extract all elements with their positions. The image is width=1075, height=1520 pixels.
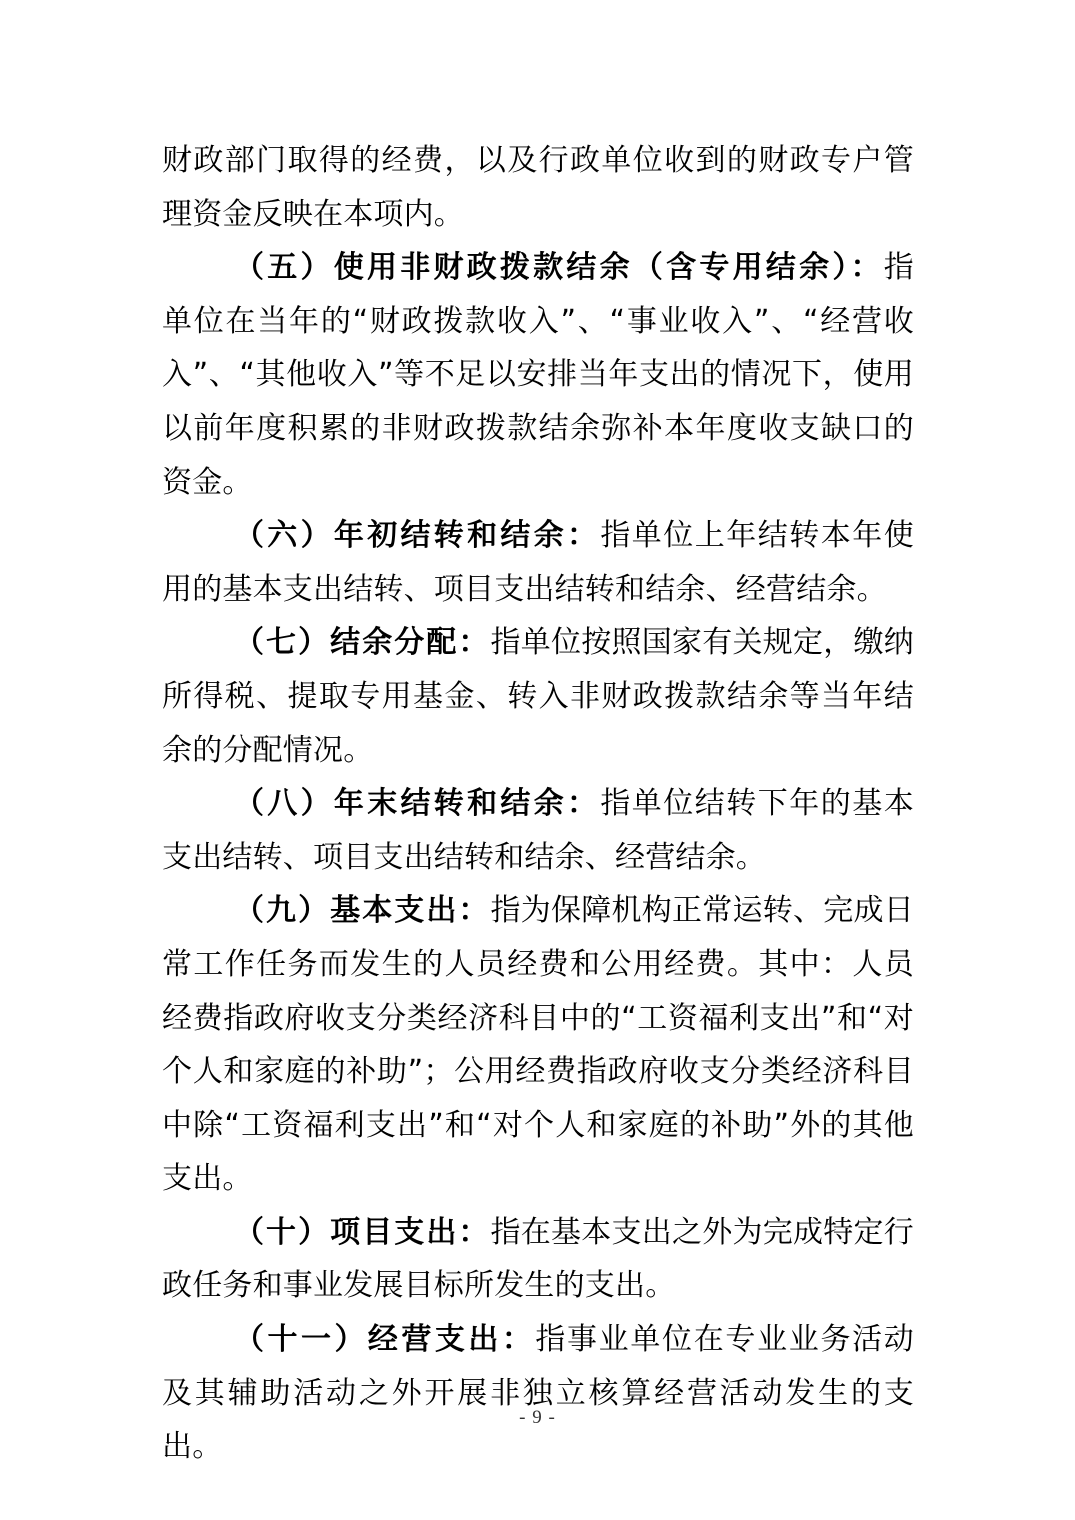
paragraph-text: 指单位在当年的“财政拨款收入”、“事业收入”、“经营收入”、“其他收入”等不足以安排当年支出的情况下，使用以前年度积累的非财政拨款结余弥补本年度收支缺口的资金。 <box>162 250 914 500</box>
paragraph-term: （五）使用非财政拨款结余（含专用结余）： <box>234 250 884 286</box>
paragraph-item-9 <box>162 884 914 1206</box>
paragraph-text: 指单位按照国家有关规定，缴纳所得税、提取专用基金、转入非财政拨款结余等当年结余的分配情况。 <box>162 625 914 768</box>
page-number: - 9 - <box>519 1407 556 1428</box>
paragraph-text: 指单位上年结转本年使用的基本支出结转、项目支出结转和结余、经营结余。 <box>162 518 915 607</box>
paragraph-text: 指为保障机构正常运转、完成日常工作任务而发生的人员经费和公用经费。其中：人员经费指政府收支分类经济科目中的“工资福利支出”和“对个人和家庭的补助”；公用经费指政府收支分类经济科目中除“工资福利支出”和“对个人和家庭的补助”外的其他支出。 <box>162 893 914 1197</box>
paragraph-text: 指在基本支出之外为完成特定行政任务和事业发展目标所发生的支出。 <box>162 1214 914 1304</box>
paragraph-text: 财政部门取得的经费，以及行政单位收到的财政专户管理资金反映在本项内。 <box>162 143 914 232</box>
paragraph-text: 指事业单位在专业业务活动及其辅助活动之外开展非独立核算经营活动发生的支出。 <box>162 1322 915 1465</box>
paragraph-term: （十）项目支出： <box>234 1214 491 1250</box>
paragraph-term: （七）结余分配： <box>234 625 491 661</box>
paragraph-item-7 <box>162 616 914 777</box>
paragraph-term: （六）年初结转和结余： <box>234 518 601 554</box>
paragraph-item-5 <box>162 241 914 509</box>
document-body <box>162 134 914 1474</box>
paragraph-item-8 <box>162 777 914 884</box>
paragraph-item-10 <box>162 1206 914 1313</box>
paragraph-continuation <box>162 134 914 241</box>
paragraph-text: 指单位结转下年的基本支出结转、项目支出结转和结余、经营结余。 <box>162 786 915 875</box>
paragraph-item-6 <box>162 509 914 616</box>
paragraph-term: （十一）经营支出： <box>234 1322 536 1358</box>
paragraph-term: （八）年末结转和结余： <box>234 786 601 822</box>
paragraph-item-11 <box>162 1313 914 1474</box>
paragraph-term: （九）基本支出： <box>234 893 491 929</box>
